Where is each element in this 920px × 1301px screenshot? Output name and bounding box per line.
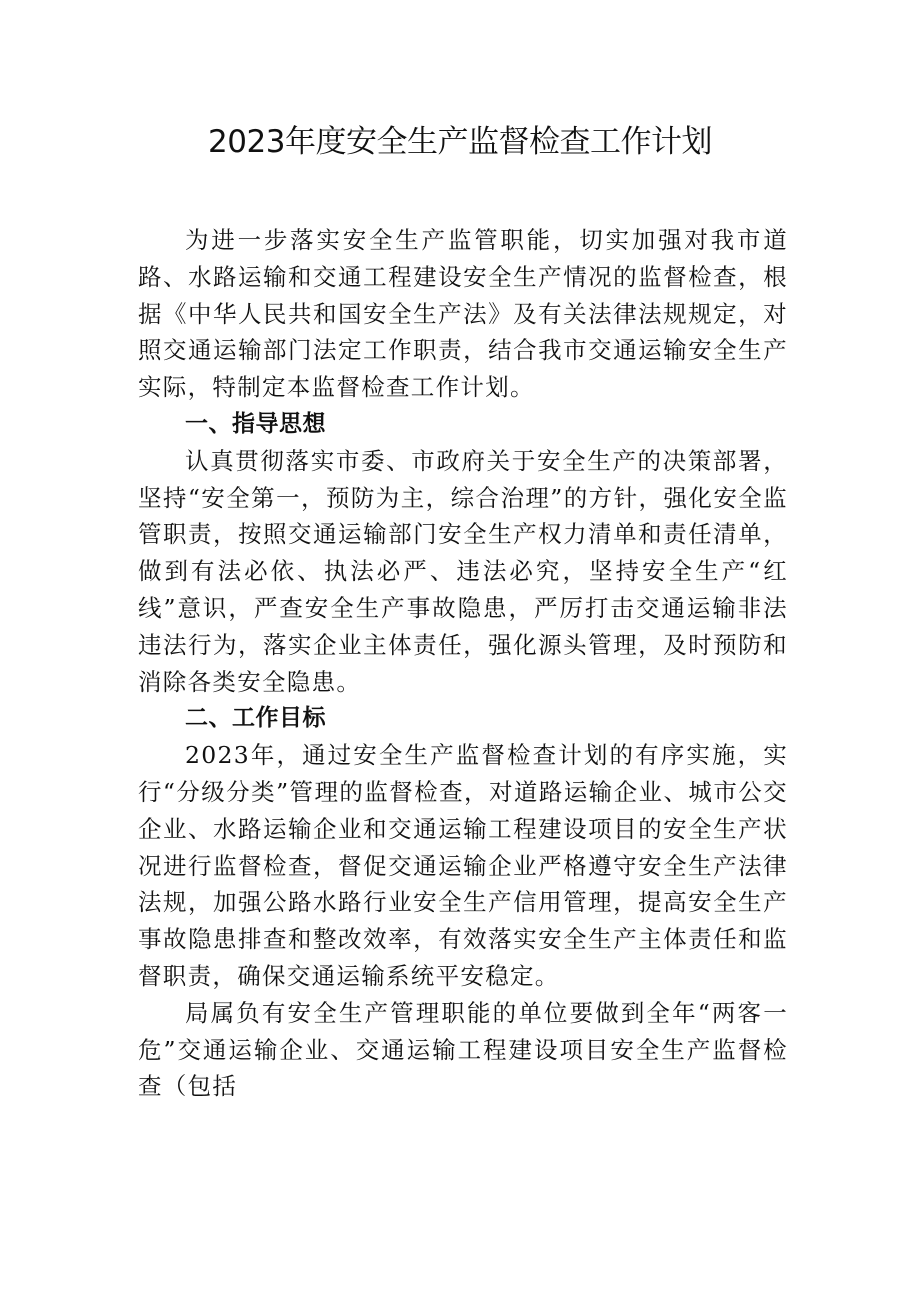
work-goals-paragraph: 2023年，通过安全生产监督检查计划的有序实施，实行“分级分类”管理的监督检查，对道路运输企业、城市公交企业、水路运输企业和交通运输工程建设项目的安全生产状况进行监督检查，督促交通运输企业严格遵守安全生产法律法规，加强公路水路行业安全生产信用管理，提高安全生产事故隐患排查和整改效率，有效落实安全生产主体责任和监督职责，确保交通运输系统平安稳定。 bbox=[138, 741, 788, 990]
document-title: 2023年度安全生产监督检查工作计划 bbox=[208, 124, 712, 160]
document-body bbox=[138, 222, 788, 1105]
guiding-ideology-paragraph: 认真贯彻落实市委、市政府关于安全生产的决策部署，坚持“安全第一，预防为主，综合治理”的方针，强化安全监管职责，按照交通运输部门安全生产权力清单和责任清单，做到有法必依、执法必严、违法必究，坚持安全生产“红线”意识，严查安全生产事故隐患，严厉打击交通运输非法违法行为，落实企业主体责任，强化源头管理，及时预防和消除各类安全隐患。 bbox=[138, 446, 788, 696]
section-heading-work-goals: 二、工作目标 bbox=[185, 705, 326, 732]
work-goals-paragraph-continued: 局属负有安全生产管理职能的单位要做到全年“两客一危”交通运输企业、交通运输工程建设项目安全生产监督检查（包括 bbox=[138, 998, 788, 1101]
intro-paragraph: 为进一步落实安全生产监管职能，切实加强对我市道路、水路运输和交通工程建设安全生产情况的监督检查，根据《中华人民共和国安全生产法》及有关法律法规规定，对照交通运输部门法定工作职责，结合我市交通运输安全生产实际，特制定本监督检查工作计划。 bbox=[138, 226, 788, 402]
section-heading-guiding-ideology: 一、指导思想 bbox=[185, 410, 326, 437]
